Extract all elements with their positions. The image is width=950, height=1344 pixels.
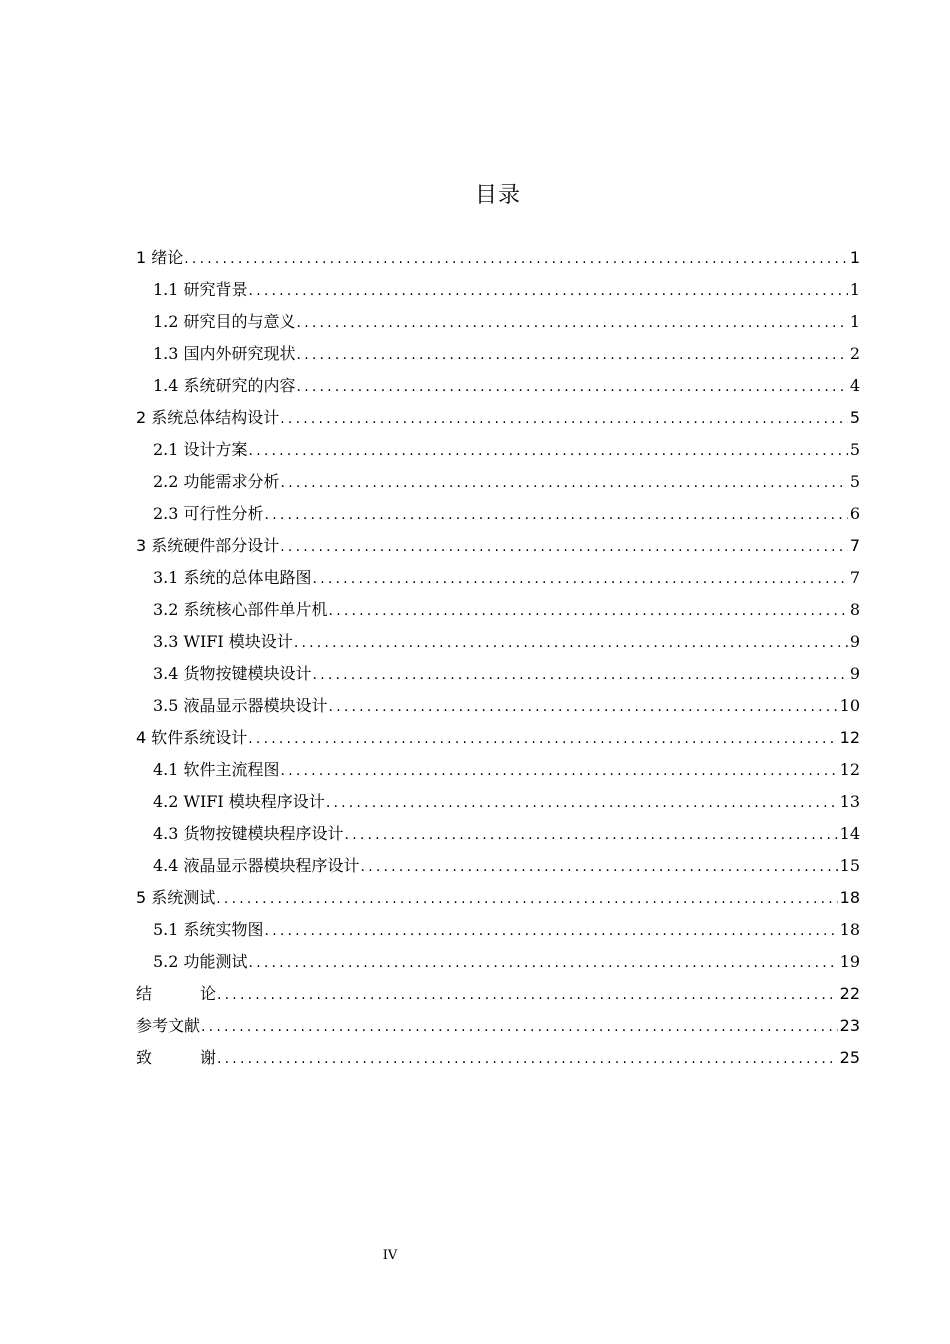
toc-entry-page-number: 5 — [849, 440, 860, 459]
toc-entry-label: 参考文献 — [136, 1016, 201, 1035]
toc-entry-label: 1.4 系统研究的内容 — [153, 376, 296, 395]
toc-entry[interactable] — [136, 629, 860, 661]
toc-entry-page-number: 5 — [849, 408, 860, 427]
toc-entry-label: 1.3 国内外研究现状 — [153, 344, 296, 363]
toc-entry-label: 5 系统测试 — [136, 888, 216, 907]
toc-entry-page-number: 23 — [839, 1016, 860, 1035]
toc-entry-label: 3 系统硬件部分设计 — [136, 536, 280, 555]
toc-entry[interactable] — [136, 277, 860, 309]
dot-leader — [249, 443, 848, 459]
toc-entry-page-number: 6 — [849, 504, 860, 523]
dot-leader — [313, 667, 848, 683]
dot-leader — [201, 1019, 838, 1035]
toc-entry-label: 5.2 功能测试 — [153, 952, 248, 971]
toc-entry-label-char: 致 — [136, 1048, 153, 1067]
dot-leader — [281, 475, 848, 491]
toc-entry[interactable] — [136, 917, 860, 949]
toc-entry-page-number: 25 — [839, 1048, 860, 1067]
toc-entry-label-char: 谢 — [199, 1048, 216, 1067]
toc-entry[interactable] — [136, 981, 860, 1013]
toc-entry[interactable] — [136, 661, 860, 693]
dot-leader — [345, 827, 838, 843]
toc-entry-page-number: 13 — [839, 792, 860, 811]
dot-leader — [281, 763, 838, 779]
toc-entry-label: 3.3 WIFI 模块设计 — [153, 632, 293, 651]
dot-leader — [280, 411, 848, 427]
dot-leader — [329, 603, 848, 619]
dot-leader — [265, 507, 848, 523]
toc-entry[interactable] — [136, 597, 860, 629]
toc-entry-page-number: 2 — [849, 344, 860, 363]
dot-leader — [326, 795, 838, 811]
toc-entry-label: 4 软件系统设计 — [136, 728, 248, 747]
toc-entry-label — [136, 981, 216, 1004]
toc-entry[interactable] — [136, 693, 860, 725]
toc-entry-label: 4.4 液晶显示器模块程序设计 — [153, 856, 360, 875]
toc-entry-page-number: 9 — [849, 664, 860, 683]
toc-entry[interactable] — [136, 341, 860, 373]
dot-leader — [217, 1051, 838, 1067]
toc-entry-label: 2 系统总体结构设计 — [136, 408, 280, 427]
toc-entry-page-number: 7 — [849, 568, 860, 587]
toc-entry-page-number: 4 — [849, 376, 860, 395]
dot-leader — [248, 731, 837, 747]
toc-entry-label: 2.2 功能需求分析 — [153, 472, 280, 491]
toc-entry-page-number: 8 — [849, 600, 860, 619]
dot-leader — [216, 891, 837, 907]
toc-entry-label: 4.3 货物按键模块程序设计 — [153, 824, 344, 843]
dot-leader — [265, 923, 838, 939]
dot-leader — [297, 315, 848, 331]
toc-entry-page-number: 5 — [849, 472, 860, 491]
toc-entry-page-number: 15 — [839, 856, 860, 875]
toc-entry-label: 5.1 系统实物图 — [153, 920, 264, 939]
toc-entry[interactable] — [136, 437, 860, 469]
toc-entry[interactable] — [136, 245, 860, 277]
toc-entry-label: 1.1 研究背景 — [153, 280, 248, 299]
toc-entry-label: 1 绪论 — [136, 248, 184, 267]
dot-leader — [297, 347, 848, 363]
toc-entry[interactable] — [136, 373, 860, 405]
toc-entry-label: 2.1 设计方案 — [153, 440, 248, 459]
dot-leader — [249, 955, 838, 971]
toc-entry[interactable] — [136, 533, 860, 565]
toc-entry-label: 1.2 研究目的与意义 — [153, 312, 296, 331]
toc-entry[interactable] — [136, 469, 860, 501]
toc-entry-page-number: 19 — [839, 952, 860, 971]
toc-entry[interactable] — [136, 565, 860, 597]
toc-entry-label: 3.4 货物按键模块设计 — [153, 664, 312, 683]
toc-entry-page-number: 1 — [849, 248, 860, 267]
toc-entry-label-char: 论 — [199, 984, 216, 1003]
toc-entry[interactable] — [136, 1013, 860, 1045]
toc-entry[interactable] — [136, 405, 860, 437]
toc-entry-page-number: 1 — [849, 312, 860, 331]
dot-leader — [280, 539, 848, 555]
toc-entry-label: 3.5 液晶显示器模块设计 — [153, 696, 328, 715]
dot-leader — [297, 379, 848, 395]
toc-entry[interactable] — [136, 725, 860, 757]
table-of-contents — [136, 245, 860, 1077]
page-title: 目录 — [474, 183, 521, 208]
dot-leader — [313, 571, 848, 587]
dot-leader — [249, 283, 848, 299]
toc-entry-page-number: 9 — [849, 632, 860, 651]
toc-entry[interactable] — [136, 1045, 860, 1077]
page-number-footer: IV — [382, 1248, 398, 1263]
toc-entry-label: 4.2 WIFI 模块程序设计 — [153, 792, 325, 811]
toc-entry-page-number: 18 — [839, 920, 860, 939]
toc-entry-page-number: 7 — [849, 536, 860, 555]
toc-entry[interactable] — [136, 853, 860, 885]
dot-leader — [361, 859, 838, 875]
toc-entry-page-number: 12 — [839, 760, 860, 779]
toc-entry[interactable] — [136, 821, 860, 853]
toc-entry-page-number: 12 — [839, 728, 860, 747]
toc-entry-page-number: 18 — [839, 888, 860, 907]
dot-leader — [294, 635, 848, 651]
toc-entry[interactable] — [136, 789, 860, 821]
toc-entry-page-number: 22 — [839, 984, 860, 1003]
toc-entry-label: 3.2 系统核心部件单片机 — [153, 600, 328, 619]
toc-entry-page-number: 1 — [849, 280, 860, 299]
toc-entry-label: 3.1 系统的总体电路图 — [153, 568, 312, 587]
toc-entry[interactable] — [136, 949, 860, 981]
dot-leader — [329, 699, 838, 715]
toc-entry-label: 2.3 可行性分析 — [153, 504, 264, 523]
toc-entry-label: 4.1 软件主流程图 — [153, 760, 280, 779]
dot-leader — [217, 987, 838, 1003]
toc-entry-page-number: 14 — [839, 824, 860, 843]
toc-entry[interactable] — [136, 885, 860, 917]
toc-entry[interactable] — [136, 757, 860, 789]
toc-entry[interactable] — [136, 501, 860, 533]
dot-leader — [184, 251, 848, 267]
toc-entry[interactable] — [136, 309, 860, 341]
toc-entry-label — [136, 1045, 216, 1068]
toc-entry-label-char: 结 — [136, 984, 153, 1003]
toc-entry-page-number: 10 — [839, 696, 860, 715]
